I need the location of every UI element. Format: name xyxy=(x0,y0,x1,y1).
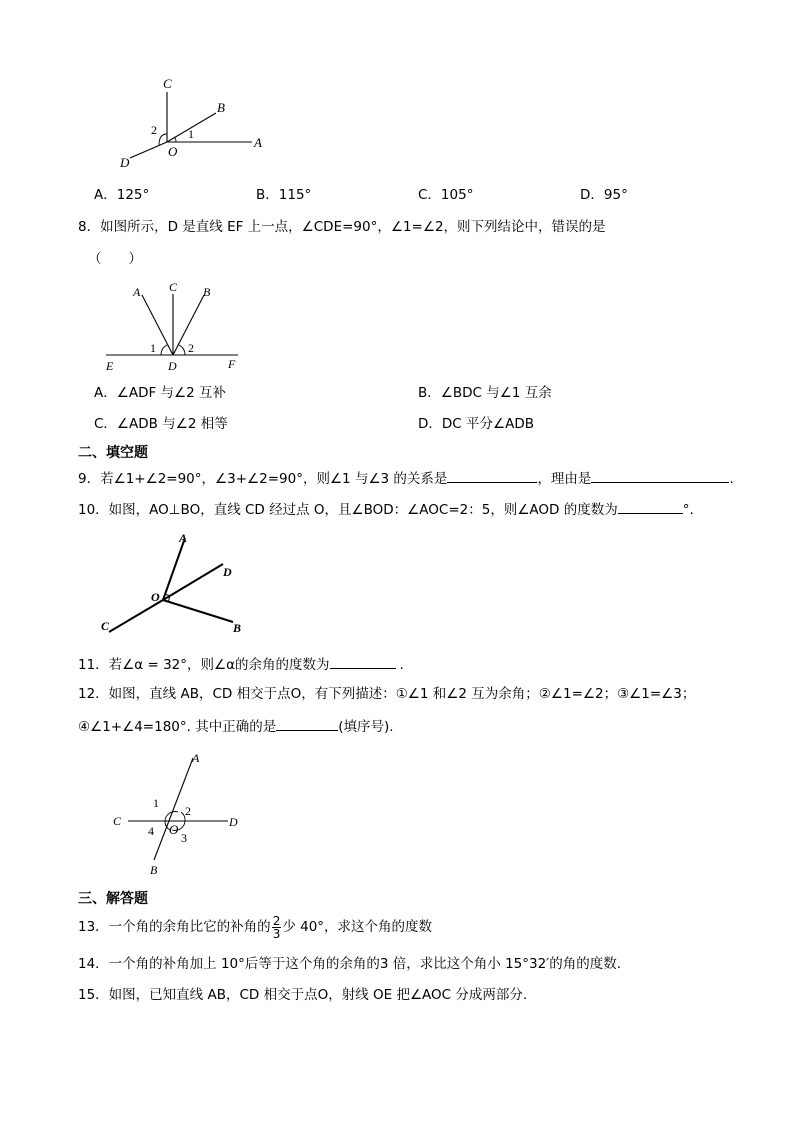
ray-da xyxy=(142,295,173,355)
option-b: B．115° xyxy=(256,187,312,203)
figure-q10 xyxy=(95,528,255,638)
label-angle-1: 1 xyxy=(150,341,156,355)
answer-blank[interactable] xyxy=(618,499,683,514)
q9-text-2: ，理由是 xyxy=(537,471,592,487)
section-heading-fill-in: 二、填空题 xyxy=(78,445,148,461)
figure-q12 xyxy=(108,748,248,878)
ray-od xyxy=(130,142,167,158)
angle-arc-2 xyxy=(179,345,185,355)
answer-blank[interactable] xyxy=(276,716,338,731)
question-12-line-1: 12．如图，直线 AB，CD 相交于点O，有下列描述：①∠1 和∠2 互为余角；②∠1=∠2；③∠1=∠3； xyxy=(78,686,696,702)
label-angle-2: 2 xyxy=(151,123,157,137)
label-b: B xyxy=(217,100,225,115)
option-d: D．95° xyxy=(580,187,628,203)
label-o: O xyxy=(169,822,179,837)
label-angle-3: 3 xyxy=(181,831,187,845)
question-15: 15．如图，已知直线 AB，CD 相交于点O，射线 OE 把∠AOC 分成两部分. xyxy=(78,987,528,1003)
angle-arc-1 xyxy=(161,345,167,355)
answer-paren: （ ） xyxy=(88,251,142,267)
q11-text-2: . xyxy=(399,657,404,673)
label-b: B xyxy=(233,621,242,635)
q13-text-1: 13．一个角的余角比它的补角的 xyxy=(78,919,271,935)
ray-oa xyxy=(163,538,185,600)
ray-oc xyxy=(109,600,163,632)
label-o: O xyxy=(151,590,160,604)
label-d: D xyxy=(168,359,177,373)
question-9 xyxy=(78,468,734,488)
option-b: B．∠BDC 与∠1 互余 xyxy=(418,385,552,401)
label-c: C xyxy=(169,280,178,294)
figure-q7 xyxy=(110,72,280,177)
question-12-line-2 xyxy=(78,716,394,736)
ray-od xyxy=(163,564,223,600)
label-a: A xyxy=(192,751,200,765)
option-d: D．DC 平分∠ADB xyxy=(418,416,535,432)
q13-text-2: 少 40°，求这个角的度数 xyxy=(282,919,433,935)
answer-blank[interactable] xyxy=(330,654,396,669)
q9-text-3: . xyxy=(729,471,734,487)
answer-blank[interactable] xyxy=(447,468,537,483)
q10-text-1: 10．如图，AO⊥BO，直线 CD 经过点 O，且∠BOD：∠AOC=2：5，则∠AOD 的度数为 xyxy=(78,502,618,518)
q11-text-1: 11．若∠α = 32°，则∠α的余角的度数为 xyxy=(78,657,330,673)
label-d: D xyxy=(120,155,130,170)
fraction-numerator: 2 xyxy=(272,913,281,928)
label-angle-1: 1 xyxy=(153,796,159,810)
q12-text-1: ④∠1+∠4=180°. 其中正确的是 xyxy=(78,719,277,735)
q12-text-2: (填序号). xyxy=(338,719,394,735)
label-angle-2: 2 xyxy=(185,804,191,818)
q10-text-2: °. xyxy=(682,502,694,518)
label-angle-1: 1 xyxy=(188,127,194,141)
question-8-stem: 8．如图所示，D 是直线 EF 上一点，∠CDE=90°，∠1=∠2，则下列结论中，错误的是 xyxy=(78,219,606,235)
section-heading-solve: 三、解答题 xyxy=(78,891,148,907)
label-e: E xyxy=(106,359,114,373)
label-a: A xyxy=(179,531,188,545)
ray-ob xyxy=(163,600,233,622)
label-b: B xyxy=(203,285,211,299)
label-angle-4: 4 xyxy=(148,824,154,838)
label-c: C xyxy=(163,76,172,91)
label-angle-2: 2 xyxy=(188,341,194,355)
label-d: D xyxy=(223,565,232,579)
option-a: A．∠ADF 与∠2 互补 xyxy=(94,385,227,401)
fraction-denominator: 3 xyxy=(272,926,281,941)
label-c: C xyxy=(113,814,122,828)
label-f: F xyxy=(228,357,236,371)
label-o: O xyxy=(168,144,178,159)
option-c: C．105° xyxy=(418,187,474,203)
answer-blank[interactable] xyxy=(591,468,729,483)
question-13 xyxy=(78,914,432,940)
label-c: C xyxy=(101,619,110,633)
option-a: A．125° xyxy=(94,187,150,203)
label-d: D xyxy=(229,815,238,829)
label-a: A xyxy=(133,285,141,299)
option-c: C．∠ADB 与∠2 相等 xyxy=(94,416,228,432)
fraction xyxy=(272,915,282,940)
q9-text-1: 9．若∠1+∠2=90°，∠3+∠2=90°，则∠1 与∠3 的关系是 xyxy=(78,471,448,487)
question-10 xyxy=(78,499,694,519)
question-11 xyxy=(78,654,404,674)
figure-q8 xyxy=(100,280,250,375)
question-14: 14．一个角的补角加上 10°后等于这个角的余角的3 倍，求比这个角小 15°32′的角的度数. xyxy=(78,956,622,972)
label-b: B xyxy=(150,863,158,877)
label-a: A xyxy=(254,135,262,150)
